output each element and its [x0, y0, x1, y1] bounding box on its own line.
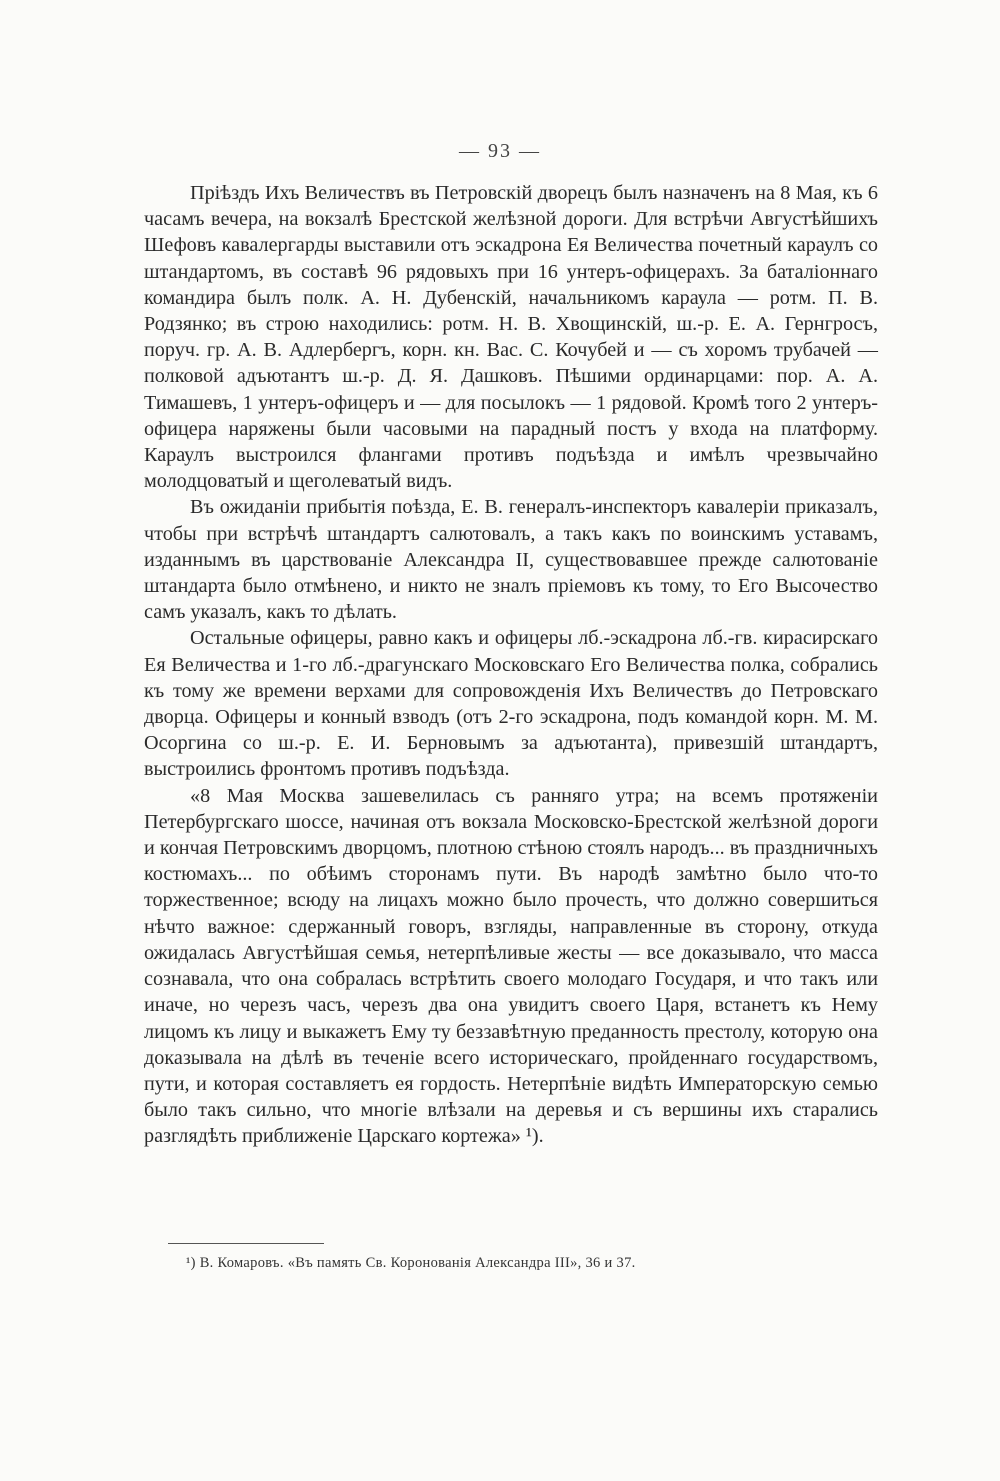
paragraph: Въ ожиданіи прибытія поѣзда, Е. В. генералъ-инспекторъ кавалеріи приказалъ, чтобы при встрѣчѣ штандартъ салютовалъ, а такъ какъ по воинскимъ уставамъ, изданнымъ въ царствованіе Александра II, существовавшее прежде салютованіе штандарта было отмѣнено, и никто не зналъ пріемовъ къ тому, то Его Высочество самъ указалъ, какъ то дѣлать. — [144, 496, 878, 624]
page-number: — 93 — — [459, 140, 541, 162]
body-text — [144, 180, 878, 1150]
paragraph: «8 Мая Москва зашевелилась съ ранняго утра; на всемъ протяженіи Петербургскаго шоссе, начиная отъ вокзала Московско-Брестской желѣзной дороги и кончая Петровскимъ дворцомъ, плотною стѣною стоялъ народъ... въ праздничныхъ костюмахъ... по обѣимъ сторонамъ пути. Въ народѣ замѣтно было что-то торжественное; всюду на лицахъ можно было прочесть, что должно совершиться нѣчто важное: сдержанный говоръ, взгляды, направленные въ сторону, откуда ожидалась Августѣйшая семья, нетерпѣливые жесты — все доказывало, что масса сознавала, что она собралась встрѣтить своего молодаго Государя, и что такъ или иначе, но черезъ часъ, черезъ два она увидитъ своего Царя, встанетъ къ Нему лицомъ къ лицу и выкажетъ Ему ту беззавѣтную преданность престолу, которую она доказывала на дѣлѣ въ теченіе всего историческаго, пройденнаго государствомъ, пути, и которая составляетъ ея гордость. Нетерпѣніе видѣть Императорскую семью было такъ сильно, что многіе влѣзали на деревья и съ вершины ихъ старались разглядѣть приближеніе Царскаго кортежа» ¹). — [144, 784, 878, 1148]
paragraph: Остальные офицеры, равно какъ и офицеры лб.-эскадрона лб.-гв. кирасирскаго Ея Величества и 1-го лб.-драгунскаго Московскаго Его Величества полка, собрались къ тому же времени верхами для сопровожденія Ихъ Величествъ до Петровскаго дворца. Офицеры и конный взводъ (отъ 2-го эскадрона, подъ командой корн. М. М. Осоргина со ш.-р. Е. И. Берновымъ за адъютанта), привезшій штандартъ, выстроились фронтомъ противъ подъѣзда. — [144, 627, 878, 781]
paragraph: Пріѣздъ Ихъ Величествъ въ Петровскій дворецъ былъ назначенъ на 8 Мая, къ 6 часамъ вечера, на вокзалѣ Брестской желѣзной дороги. Для встрѣчи Августѣйшихъ Шефовъ кавалергарды выставили отъ эскадрона Ея Величества почетный караулъ со штандартомъ, въ составѣ 96 рядовыхъ при 16 унтеръ-офицерахъ. За баталіоннаго командира былъ полк. А. Н. Дубенскій, начальникомъ караула — ротм. П. В. Родзянко; въ строю находились: ротм. Н. В. Хвощинскій, ш.-р. Е. А. Гернгросъ, поруч. гр. А. В. Адлербергъ, корн. кн. Вас. С. Кочубей и — съ хоромъ трубачей — полковой адъютантъ ш.-р. Д. Я. Дашковъ. Пѣшими ординарцами: пор. А. А. Тимашевъ, 1 унтеръ-офицеръ и — для посылокъ — 1 рядовой. Кромѣ того 2 унтеръ-офицера наряжены были часовыми на парадный постъ у входа на платформу. Караулъ выстроился флангами противъ подъѣзда и имѣлъ чрезвычайно молодцоватый и щеголеватый видъ. — [144, 182, 878, 493]
footnote: ¹) В. Комаровъ. «Въ память Св. Коронованія Александра III», 36 и 37. — [186, 1255, 636, 1271]
footnote-divider — [168, 1243, 324, 1244]
